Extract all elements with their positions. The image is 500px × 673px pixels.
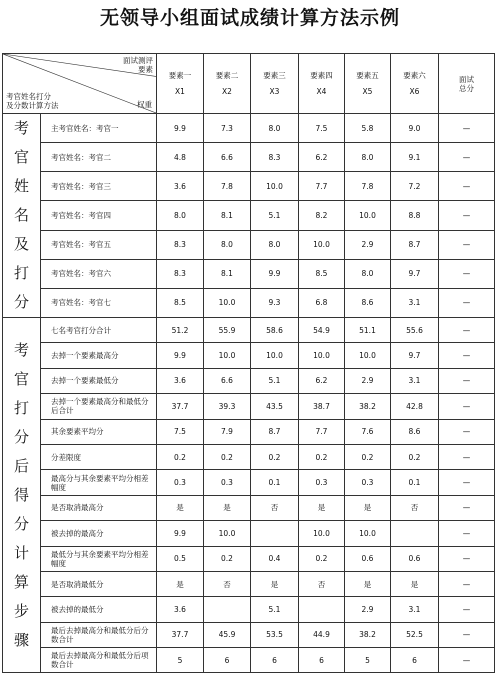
total-cell: — (439, 521, 495, 546)
score-cell: 0.2 (299, 546, 345, 571)
total-cell: — (439, 172, 495, 201)
score-cell: 5 (157, 648, 204, 673)
score-cell: 7.5 (299, 114, 345, 143)
score-cell: 6.2 (299, 368, 345, 393)
score-cell: 7.8 (345, 172, 391, 201)
score-cell: 8.3 (157, 259, 204, 288)
score-cell: 10.0 (251, 343, 299, 368)
score-cell: 8.7 (251, 419, 299, 444)
factor-header-2: 要素二 X2 (204, 54, 251, 114)
side-label-char: 算 (13, 572, 29, 591)
score-cell: 5 (345, 648, 391, 673)
page-title: 无领导小组面试成绩计算方法示例 (99, 7, 400, 29)
score-cell: 37.7 (157, 622, 204, 647)
score-cell: 8.6 (391, 419, 439, 444)
score-cell: 8.0 (251, 230, 299, 259)
score-cell: 5.1 (251, 201, 299, 230)
score-cell: 是 (299, 495, 345, 520)
score-table (2, 53, 495, 673)
row-label: 是否取消最高分 (41, 495, 157, 520)
side-label-char: 步 (13, 601, 29, 620)
score-cell: 7.3 (204, 114, 251, 143)
score-cell: 3.1 (391, 368, 439, 393)
score-cell: 是 (391, 571, 439, 596)
score-cell: 8.6 (345, 288, 391, 317)
total-cell: — (439, 622, 495, 647)
score-cell: 55.9 (204, 318, 251, 343)
score-cell: 0.2 (157, 444, 204, 469)
score-cell: 0.4 (251, 546, 299, 571)
score-cell: 7.9 (204, 419, 251, 444)
row-label: 最高分与其余要素平均分相差幅度 (41, 470, 157, 495)
row-label: 最低分与其余要素平均分相差幅度 (41, 546, 157, 571)
factor-header-5: 要素五 X5 (345, 54, 391, 114)
score-cell: 8.8 (391, 201, 439, 230)
score-cell: 6.2 (299, 143, 345, 172)
section2-row (3, 571, 495, 596)
score-cell: 0.1 (251, 470, 299, 495)
score-cell: 10.0 (345, 343, 391, 368)
section2-row (3, 444, 495, 469)
section1-side-label (3, 114, 41, 318)
section1-row (3, 143, 495, 172)
side-label-char: 分 (13, 427, 29, 446)
score-cell: 5.1 (251, 368, 299, 393)
section1-row (3, 259, 495, 288)
score-cell: 是 (204, 495, 251, 520)
score-cell: 否 (299, 571, 345, 596)
score-cell: 是 (251, 571, 299, 596)
score-cell: 9.1 (391, 143, 439, 172)
row-label: 考官姓名：考官二 (41, 143, 157, 172)
row-label: 主考官姓名：考官一 (41, 114, 157, 143)
side-label-char: 打 (13, 398, 29, 417)
score-cell: 38.2 (345, 394, 391, 419)
total-cell: — (439, 343, 495, 368)
row-label: 其余要素平均分 (41, 419, 157, 444)
score-cell: 6 (251, 648, 299, 673)
total-cell: — (439, 259, 495, 288)
section2-row (3, 470, 495, 495)
side-label-char: 官 (13, 148, 29, 166)
total-cell: — (439, 597, 495, 622)
corner-weight-label: 权重 (137, 100, 152, 109)
score-cell: 10.0 (204, 521, 251, 546)
total-cell: — (439, 571, 495, 596)
section1-row (3, 230, 495, 259)
score-cell: 否 (204, 571, 251, 596)
score-cell: 3.6 (157, 597, 204, 622)
score-cell: 9.9 (157, 343, 204, 368)
score-cell: 0.6 (345, 546, 391, 571)
score-cell: 10.0 (204, 343, 251, 368)
score-cell: 0.2 (391, 444, 439, 469)
score-cell: 7.2 (391, 172, 439, 201)
row-label: 被去掉的最低分 (41, 597, 157, 622)
score-cell: 45.9 (204, 622, 251, 647)
row-label: 去掉一个要素最高分 (41, 343, 157, 368)
score-cell: 8.3 (251, 143, 299, 172)
score-cell: 0.3 (204, 470, 251, 495)
score-cell: 5.8 (345, 114, 391, 143)
section2-row (3, 648, 495, 673)
row-label: 考官姓名：考官五 (41, 230, 157, 259)
side-label-char: 考 (13, 119, 29, 137)
section2-row (3, 318, 495, 343)
score-cell: 0.2 (251, 444, 299, 469)
score-cell: 0.6 (391, 546, 439, 571)
score-cell: 0.3 (345, 470, 391, 495)
score-cell: 2.9 (345, 230, 391, 259)
row-label: 考官姓名：考官七 (41, 288, 157, 317)
total-cell: — (439, 201, 495, 230)
total-cell: — (439, 495, 495, 520)
side-label-char: 姓 (13, 177, 29, 195)
score-cell: 58.6 (251, 318, 299, 343)
score-cell: 10.0 (299, 521, 345, 546)
score-cell: 9.0 (391, 114, 439, 143)
score-cell: 44.9 (299, 622, 345, 647)
score-cell: 7.8 (204, 172, 251, 201)
score-cell: 6 (391, 648, 439, 673)
score-cell: 9.9 (251, 259, 299, 288)
score-cell: 否 (251, 495, 299, 520)
score-cell: 37.7 (157, 394, 204, 419)
factor-header-6: 要素六 X6 (391, 54, 439, 114)
score-cell: 8.0 (157, 201, 204, 230)
score-cell: 10.0 (251, 172, 299, 201)
side-label-char: 及 (13, 235, 29, 253)
score-cell: 6.6 (204, 368, 251, 393)
factor-header-1: 要素一 X1 (157, 54, 204, 114)
score-cell: 0.2 (345, 444, 391, 469)
score-cell: 2.9 (345, 597, 391, 622)
row-label: 最后去掉最高分和最低分后项数合计 (41, 648, 157, 673)
side-label-char: 得 (13, 485, 29, 504)
score-cell: 3.1 (391, 597, 439, 622)
score-cell: 51.2 (157, 318, 204, 343)
section2-row (3, 546, 495, 571)
score-cell: 8.5 (299, 259, 345, 288)
score-cell: 3.6 (157, 368, 204, 393)
row-label: 被去掉的最高分 (41, 521, 157, 546)
score-cell (299, 597, 345, 622)
score-cell: 8.1 (204, 201, 251, 230)
score-cell: 8.3 (157, 230, 204, 259)
section2-row (3, 495, 495, 520)
score-cell: 9.7 (391, 343, 439, 368)
header-row (3, 54, 495, 114)
total-cell: — (439, 419, 495, 444)
total-cell: — (439, 470, 495, 495)
side-label-char: 分 (13, 514, 29, 533)
score-cell: 9.7 (391, 259, 439, 288)
score-cell: 9.9 (157, 114, 204, 143)
score-cell: 39.3 (204, 394, 251, 419)
side-label-char: 名 (13, 206, 29, 224)
score-cell: 6.8 (299, 288, 345, 317)
side-label-char: 骤 (13, 630, 29, 649)
score-cell: 8.0 (251, 114, 299, 143)
side-label-char: 打 (13, 264, 29, 282)
row-label: 考官姓名：考官四 (41, 201, 157, 230)
section1-row (3, 201, 495, 230)
section1-row (3, 114, 495, 143)
section2-row (3, 622, 495, 647)
row-label: 去掉一个要素最低分 (41, 368, 157, 393)
factor-header-3: 要素三 X3 (251, 54, 299, 114)
score-cell: 是 (157, 571, 204, 596)
total-cell: — (439, 444, 495, 469)
score-cell: 7.7 (299, 419, 345, 444)
side-label-char: 计 (13, 543, 29, 562)
score-cell: 42.8 (391, 394, 439, 419)
side-label-char: 分 (13, 293, 29, 311)
total-cell: — (439, 230, 495, 259)
score-cell: 10.0 (299, 343, 345, 368)
section1-row (3, 172, 495, 201)
total-cell: — (439, 368, 495, 393)
score-cell: 10.0 (299, 230, 345, 259)
score-cell: 0.2 (204, 546, 251, 571)
section2-row (3, 419, 495, 444)
score-cell: 8.0 (204, 230, 251, 259)
score-cell: 8.0 (345, 259, 391, 288)
score-cell: 5.1 (251, 597, 299, 622)
row-label: 是否取消最低分 (41, 571, 157, 596)
section1-row (3, 288, 495, 317)
total-cell: — (439, 288, 495, 317)
score-cell: 7.7 (299, 172, 345, 201)
side-label-char: 考 (13, 340, 29, 359)
score-cell: 6 (299, 648, 345, 673)
score-cell: 2.9 (345, 368, 391, 393)
score-cell: 8.0 (345, 143, 391, 172)
section2-side-label (3, 318, 41, 673)
row-label: 七名考官打分合计 (41, 318, 157, 343)
score-cell (391, 521, 439, 546)
total-cell: — (439, 648, 495, 673)
score-cell: 0.5 (157, 546, 204, 571)
score-cell: 是 (157, 495, 204, 520)
section2-row (3, 521, 495, 546)
score-cell (251, 521, 299, 546)
corner-factors-label: 面试测评 要素 (123, 56, 153, 74)
score-cell: 是 (345, 571, 391, 596)
score-cell: 0.2 (299, 444, 345, 469)
section2-row (3, 597, 495, 622)
total-cell: — (439, 114, 495, 143)
score-cell: 3.1 (391, 288, 439, 317)
diagonal-header-cell (3, 54, 157, 114)
score-cell: 0.3 (157, 470, 204, 495)
score-cell: 是 (345, 495, 391, 520)
row-label: 最后去掉最高分和最低分后分数合计 (41, 622, 157, 647)
score-cell: 3.6 (157, 172, 204, 201)
score-cell: 55.6 (391, 318, 439, 343)
score-cell (204, 597, 251, 622)
total-cell: — (439, 546, 495, 571)
row-label: 考官姓名：考官三 (41, 172, 157, 201)
row-label: 去掉一个要素最高分和最低分后合计 (41, 394, 157, 419)
score-cell: 0.2 (204, 444, 251, 469)
score-cell: 否 (391, 495, 439, 520)
corner-examiner-label: 考官姓名打分 及分数计算方法 (6, 92, 59, 110)
score-cell: 52.5 (391, 622, 439, 647)
score-cell: 7.6 (345, 419, 391, 444)
score-cell: 10.0 (345, 201, 391, 230)
score-cell: 7.5 (157, 419, 204, 444)
section2-row (3, 343, 495, 368)
score-cell: 8.2 (299, 201, 345, 230)
score-cell: 38.2 (345, 622, 391, 647)
score-cell: 8.5 (157, 288, 204, 317)
total-header: 面试 总分 (439, 54, 495, 114)
score-cell: 0.1 (391, 470, 439, 495)
section2-row (3, 368, 495, 393)
score-cell: 10.0 (345, 521, 391, 546)
score-cell: 0.3 (299, 470, 345, 495)
score-cell: 4.8 (157, 143, 204, 172)
row-label: 分差限度 (41, 444, 157, 469)
score-cell: 6 (204, 648, 251, 673)
total-cell: — (439, 394, 495, 419)
score-cell: 8.1 (204, 259, 251, 288)
side-label-char: 官 (13, 369, 29, 388)
score-cell: 43.5 (251, 394, 299, 419)
score-cell: 9.3 (251, 288, 299, 317)
score-cell: 9.9 (157, 521, 204, 546)
total-cell: — (439, 143, 495, 172)
score-cell: 51.1 (345, 318, 391, 343)
factor-header-4: 要素四 X4 (299, 54, 345, 114)
score-cell: 54.9 (299, 318, 345, 343)
score-cell: 38.7 (299, 394, 345, 419)
total-cell: — (439, 318, 495, 343)
side-label-char: 后 (13, 456, 29, 475)
score-cell: 6.6 (204, 143, 251, 172)
score-cell: 8.7 (391, 230, 439, 259)
section2-row (3, 394, 495, 419)
row-label: 考官姓名：考官六 (41, 259, 157, 288)
score-cell: 53.5 (251, 622, 299, 647)
score-cell: 10.0 (204, 288, 251, 317)
